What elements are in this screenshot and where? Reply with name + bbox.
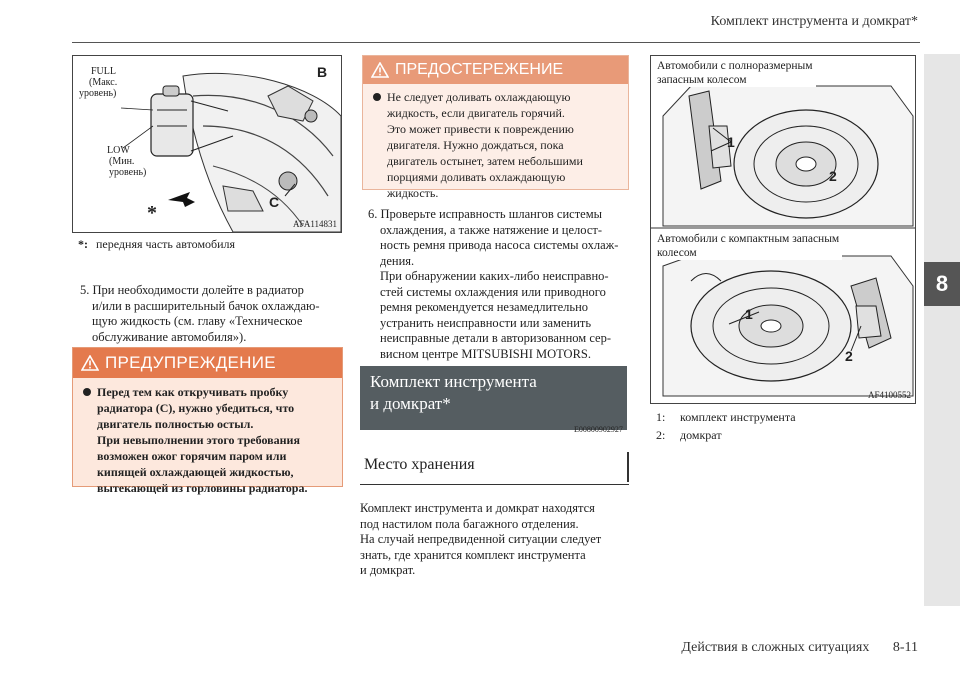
warning-line: радиатора (C), нужно убедиться, что (97, 401, 295, 415)
warning-box (72, 347, 343, 495)
footer-section: Действия в сложных ситуациях (681, 640, 870, 655)
page-header-title: Комплект инструмента и домкрат* (710, 14, 918, 29)
label-low-level: уровень) (109, 167, 147, 178)
step-6 (368, 207, 633, 362)
callout-b: B (317, 64, 328, 80)
section-title-line: и домкрат* (370, 394, 451, 413)
callout-2-bottom: 2 (845, 348, 853, 364)
caution-body (363, 84, 628, 209)
storage-line: под настилом пола багажного отделения. (360, 516, 579, 531)
chapter-tab[interactable]: 8 (924, 262, 960, 306)
step-6-line: охлаждения, а также натяжение и целост- (380, 222, 603, 237)
warning-line: кипящей охлаждающей жидкостью, (97, 465, 294, 479)
bottom-variant-line: колесом (657, 247, 697, 259)
bullet-dot-icon (373, 93, 381, 101)
step-5-line: и/или в расширительный бачок охлаждаю- (92, 298, 320, 313)
step-6-line: ность ремня привода насоса системы охлаж- (380, 238, 619, 252)
legend-text: домкрат (680, 428, 722, 442)
footnote-text: передняя часть автомобиля (96, 237, 236, 251)
callout-c: C (269, 194, 280, 210)
storage-line: знать, где хранится комплект инструмента (360, 547, 586, 562)
warning-line: возможен ожог горячим паром или (97, 449, 287, 463)
caution-line: Это может привести к повреждению (387, 122, 574, 136)
warning-line: При невыполнении этого требования (97, 433, 300, 447)
section-code: E00800902927 (574, 425, 623, 434)
label-low-min: (Мин. (109, 156, 135, 167)
storage-line: и домкрат. (360, 563, 416, 577)
step-6-line: висном центре MITSUBISHI MOTORS. (380, 346, 591, 361)
figure-code: AFA114831 (292, 219, 337, 229)
warning-body (73, 378, 342, 504)
caution-text (387, 89, 583, 201)
label-low: LOW (107, 145, 130, 156)
warning-triangle-icon (81, 355, 99, 371)
step-6-line: 6. Проверьте исправность шлангов системы (368, 207, 603, 221)
step-6-line: неисправные детали в авторизованном сер- (380, 331, 611, 345)
caution-triangle-icon (371, 62, 389, 78)
storage-paragraph (360, 501, 630, 579)
caution-line: Не следует доливать охлаждающую (387, 90, 571, 104)
label-full-max: (Макс. (89, 77, 118, 88)
warning-text (97, 384, 307, 496)
top-variant-label (657, 59, 816, 87)
top-variant-line: Автомобили с полноразмерным (657, 60, 813, 72)
warning-bullet (83, 384, 334, 496)
callout-1-top: 1 (727, 134, 735, 150)
sub-heading-block (360, 452, 629, 482)
footnote-star: *: (78, 237, 88, 251)
legend-number: 2: (656, 428, 666, 442)
caution-line: жидкость, если двигатель горячий. (387, 106, 565, 120)
storage-line: На случай непредвиденной ситуации следует (360, 532, 602, 546)
caution-line: двигатель остынет, затем небольшими (387, 154, 583, 168)
page-footer (681, 640, 918, 656)
figure-code-right: AF4100552 (867, 390, 911, 400)
bottom-variant-line: Автомобили с компактным запасным (657, 233, 840, 245)
step-5-line: 5. При необходимости долейте в радиатор (80, 283, 304, 297)
caution-line: двигателя. Нужно дождаться, пока (387, 138, 564, 152)
spare-wheel-figure (650, 55, 916, 404)
header-rule (72, 42, 920, 43)
caution-line: жидкость. (387, 186, 439, 200)
caution-line: порциями доливать охлаждающую (387, 170, 566, 184)
sidebar-strip (924, 54, 960, 606)
label-full-level: уровень) (79, 88, 117, 99)
warning-line: вытекающей из горловины радиатора. (97, 481, 308, 495)
step-5-line: щую жидкость (см. главу «Техническое (92, 314, 303, 328)
caution-title: ПРЕДОСТЕРЕЖЕНИЕ (395, 61, 564, 78)
front-marker-star: * (147, 202, 157, 224)
callout-2-top: 2 (829, 168, 837, 184)
top-variant-line: запасным колесом (657, 74, 747, 86)
label-full: FULL (91, 66, 116, 77)
callout-1-bottom: 1 (745, 306, 753, 322)
warning-header (73, 348, 342, 378)
sub-heading-rule (360, 484, 629, 485)
step-5-line: обслуживание автомобиля»). (92, 329, 247, 344)
bullet-dot-icon (83, 388, 91, 396)
trunk-illustration (651, 56, 915, 403)
caution-header (363, 56, 628, 84)
legend-item (656, 409, 796, 425)
step-6-line: устранить неисправности или заменить (380, 315, 592, 330)
legend-number: 1: (656, 410, 666, 424)
legend-item (656, 427, 796, 443)
warning-line: Перед тем как откручивать пробку (97, 385, 289, 399)
figure-legend (656, 409, 796, 443)
storage-line: Комплект инструмента и домкрат находятся (360, 501, 595, 515)
section-title-line: Комплект инструмента (370, 372, 537, 391)
step-6-line: стей системы охлаждения или приводного (380, 284, 606, 299)
step-6-line: ремня рекомендуется незамедлительно (380, 300, 589, 314)
bottom-variant-label (657, 232, 842, 260)
warning-title: ПРЕДУПРЕЖДЕНИЕ (105, 353, 276, 372)
caution-bullet (373, 89, 620, 201)
radiator-figure (72, 55, 342, 233)
sub-heading: Место хранения (364, 456, 475, 473)
caution-box (362, 55, 629, 200)
footnote (78, 236, 235, 252)
step-6-line: При обнаружении каких-либо неисправно- (380, 269, 609, 283)
step-6-line: дения. (380, 253, 415, 268)
section-title-box (360, 366, 627, 430)
legend-text: комплект инструмента (680, 410, 796, 424)
page-number: 8-11 (892, 640, 918, 655)
step-5 (80, 283, 350, 345)
warning-line: двигатель полностью остыл. (97, 417, 254, 431)
